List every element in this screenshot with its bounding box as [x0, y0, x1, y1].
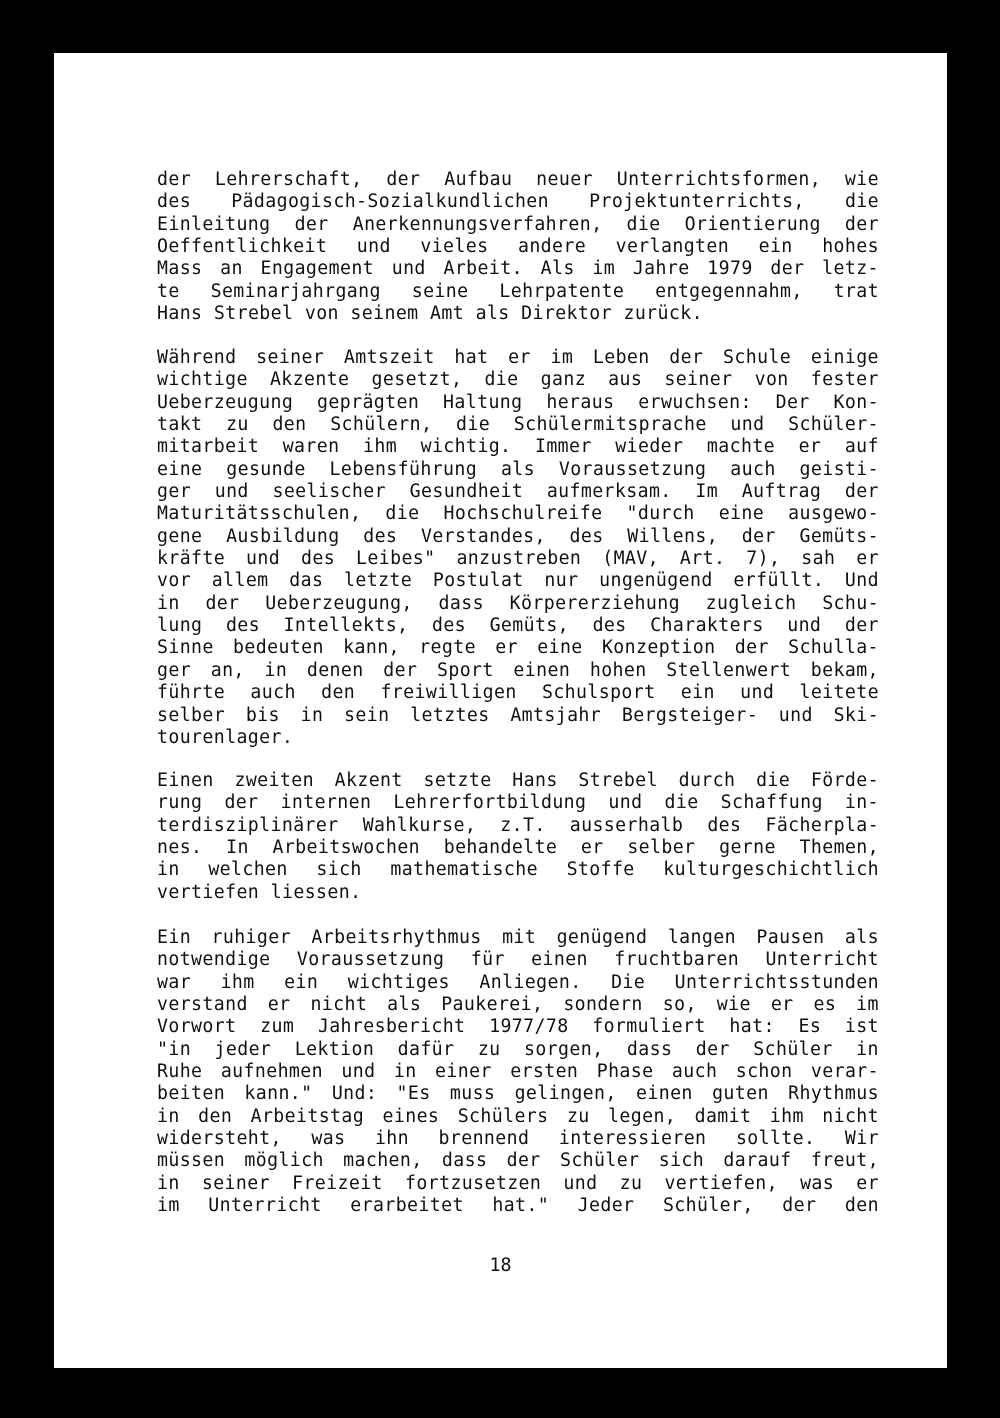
text-line: Ruhe aufnehmen und in einer ersten Phase auch schon verar- — [157, 1061, 879, 1083]
text-line: Vorwort zum Jahresbericht 1977/78 formuliert hat: Es ist — [157, 1016, 879, 1038]
text-line: Maturitätsschulen, die Hochschulreife "durch eine ausgewo- — [157, 503, 879, 525]
paragraph — [157, 770, 879, 904]
text-line: selber bis in sein letztes Amtsjahr Bergsteiger- und Ski- — [157, 704, 879, 726]
text-line: Ueberzeugung geprägten Haltung heraus erwuchsen: Der Kon- — [157, 391, 879, 413]
text-line: nes. In Arbeitswochen behandelte er selber gerne Themen, — [157, 837, 879, 859]
text-line: te Seminarjahrgang seine Lehrpatente entgegennahm, trat — [157, 280, 879, 302]
text-line: Hans Strebel von seinem Amt als Direktor zurück. — [157, 303, 703, 325]
text-line: der Lehrerschaft, der Aufbau neuer Unterrichtsformen, wie — [157, 169, 879, 190]
text-line: vor allem das letzte Postulat nur ungenügend erfüllt. Und — [157, 570, 879, 592]
text-line: war ihm ein wichtiges Anliegen. Die Unterrichtsstunden — [157, 971, 879, 993]
text-line: Während seiner Amtszeit hat er im Leben der Schule einige — [157, 347, 879, 368]
page-number: 18 — [489, 1255, 512, 1276]
text-line: Mass an Engagement und Arbeit. Als im Jahre 1979 der letz- — [157, 258, 879, 280]
text-line: in der Ueberzeugung, dass Körpererziehung zugleich Schu- — [157, 592, 879, 614]
text-line: verstand er nicht als Paukerei, sondern so, wie er es im — [157, 994, 879, 1016]
text-line: im Unterricht erarbeitet hat." Jeder Schüler, der den — [157, 1195, 879, 1217]
text-line: widersteht, was ihn brennend interessieren sollte. Wir — [157, 1128, 879, 1150]
paragraph — [157, 927, 879, 1217]
paragraph — [157, 169, 879, 325]
text-line: Sinne bedeuten kann, regte er eine Konzeption der Schulla- — [157, 637, 879, 659]
document-page — [54, 53, 947, 1368]
text-line: lung des Intellekts, des Gemüts, des Charakters und der — [157, 615, 879, 637]
text-line: ger und seelischer Gesundheit aufmerksam. Im Auftrag der — [157, 481, 879, 503]
text-line: müssen möglich machen, dass der Schüler sich darauf freut, — [157, 1150, 879, 1172]
text-line: rung der internen Lehrerfortbildung und die Schaffung in- — [157, 792, 879, 814]
text-line: in den Arbeitstag eines Schülers zu legen, damit ihm nicht — [157, 1105, 879, 1127]
text-line: Einen zweiten Akzent setzte Hans Strebel durch die Förde- — [157, 770, 879, 791]
text-line: takt zu den Schülern, die Schülermitsprache und Schüler- — [157, 414, 879, 436]
text-line: wichtige Akzente gesetzt, die ganz aus seiner von fester — [157, 369, 879, 391]
text-line: führte auch den freiwilligen Schulsport ein und leitete — [157, 682, 879, 704]
text-line: Ein ruhiger Arbeitsrhythmus mit genügend langen Pausen als — [157, 927, 879, 948]
text-line: Einleitung der Anerkennungsverfahren, die Orientierung der — [157, 213, 879, 235]
text-line: des Pädagogisch-Sozialkundlichen Projektunterrichts, die — [157, 191, 879, 213]
text-line: in welchen sich mathematische Stoffe kulturgeschichtlich — [157, 859, 879, 881]
text-line: beiten kann." Und: "Es muss gelingen, einen guten Rhythmus — [157, 1083, 879, 1105]
text-line: in seiner Freizeit fortzusetzen und zu vertiefen, was er — [157, 1172, 879, 1194]
text-line: kräfte und des Leibes" anzustreben (MAV, Art. 7), sah er — [157, 548, 879, 570]
text-line: terdisziplinärer Wahlkurse, z.T. ausserhalb des Fächerpla- — [157, 814, 879, 836]
text-line: gene Ausbildung des Verstandes, des Willens, der Gemüts- — [157, 525, 879, 547]
text-line: "in jeder Lektion dafür zu sorgen, dass der Schüler in — [157, 1038, 879, 1060]
text-line: tourenlager. — [157, 726, 294, 748]
text-line: eine gesunde Lebensführung als Voraussetzung auch geisti- — [157, 458, 879, 480]
text-line: vertiefen liessen. — [157, 881, 362, 903]
paragraph — [157, 347, 879, 749]
text-line: mitarbeit waren ihm wichtig. Immer wieder machte er auf — [157, 436, 879, 458]
text-line: Oeffentlichkeit und vieles andere verlangten ein hohes — [157, 236, 879, 258]
text-line: notwendige Voraussetzung für einen fruchtbaren Unterricht — [157, 949, 879, 971]
text-line: ger an, in denen der Sport einen hohen Stellenwert bekam, — [157, 659, 879, 681]
